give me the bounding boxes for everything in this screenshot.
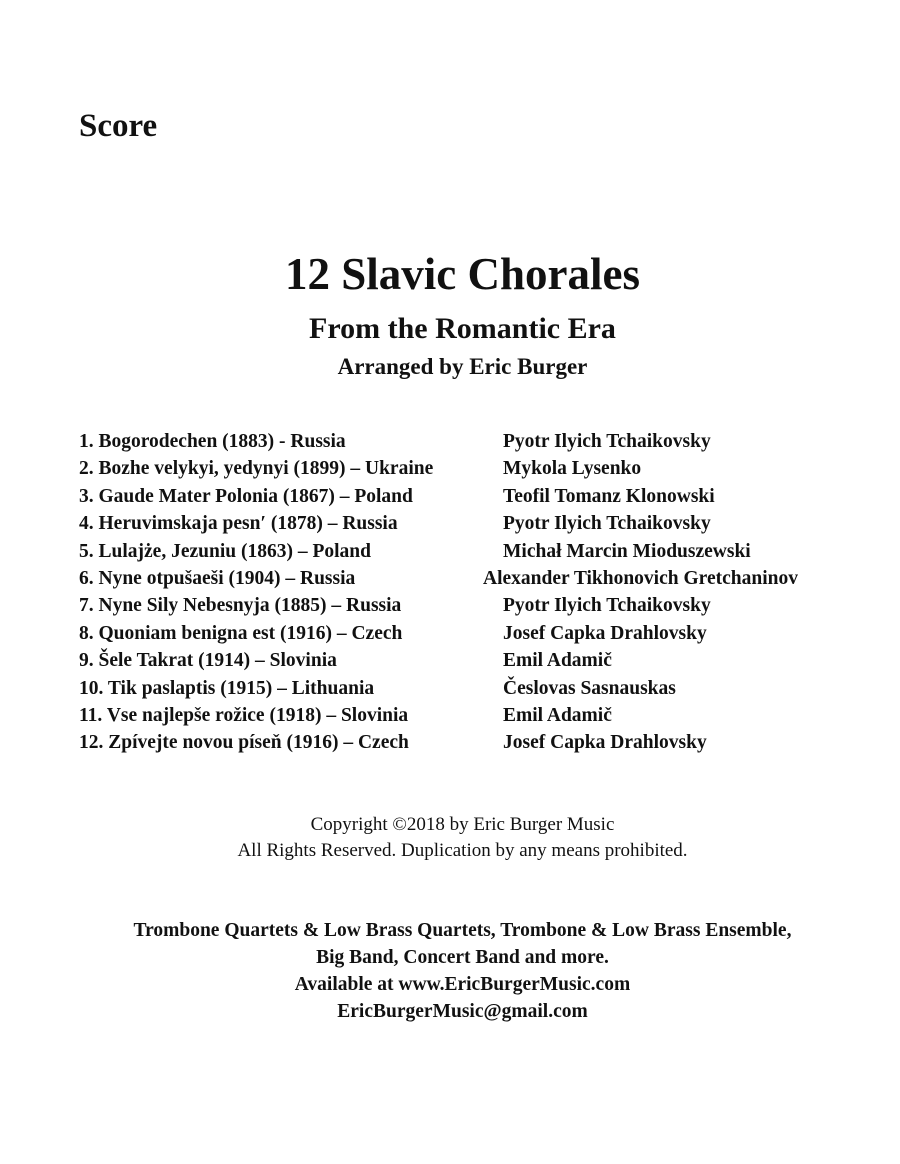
chorale-composer: Pyotr Ilyich Tchaikovsky	[503, 513, 711, 535]
chorale-item	[79, 675, 869, 702]
copyright-line: Copyright ©2018 by Eric Burger Music	[310, 814, 615, 835]
chorale-title: 10. Tik paslaptis (1915) – Lithuania	[79, 677, 375, 699]
chorale-item	[79, 510, 869, 537]
website-line: Available at www.EricBurgerMusic.com	[294, 974, 631, 995]
chorale-list	[79, 428, 869, 757]
chorale-title: 1. Bogorodechen (1883) - Russia	[79, 431, 346, 452]
page-title: 12 Slavic Chorales	[285, 249, 640, 299]
chorale-title: 7. Nyne Sily Nebesnyja (1885) – Russia	[79, 595, 402, 617]
rights-line: All Rights Reserved. Duplication by any means prohibited.	[237, 840, 688, 861]
score-label: Score	[79, 108, 158, 144]
chorale-title: 2. Bozhe velykyi, yedynyi (1899) – Ukraine	[79, 458, 434, 480]
chorale-item	[79, 729, 869, 756]
chorale-item	[79, 455, 869, 482]
chorale-item	[79, 538, 869, 565]
copyright-notice	[0, 812, 900, 864]
chorale-composer: Mykola Lysenko	[503, 458, 642, 480]
chorale-item	[79, 483, 869, 510]
chorale-composer: Josef Capka Drahlovsky	[503, 622, 707, 644]
chorale-title: 12. Zpívejte novou píseň (1916) – Czech	[79, 732, 409, 754]
page-subtitle: From the Romantic Era	[309, 312, 616, 345]
chorale-title: 6. Nyne otpušaeši (1904) – Russia	[79, 567, 356, 589]
chorale-composer: Emil Adamič	[503, 704, 612, 726]
chorale-title: 5. Lulajże, Jezuniu (1863) – Poland	[79, 540, 371, 562]
chorale-title: 8. Quoniam benigna est (1916) – Czech	[79, 622, 403, 644]
chorale-title: 3. Gaude Mater Polonia (1867) – Poland	[79, 485, 413, 507]
chorale-composer: Pyotr Ilyich Tchaikovsky	[503, 595, 711, 617]
chorale-item	[79, 620, 869, 647]
chorale-composer: Alexander Tikhonovich Gretchaninov	[483, 567, 798, 589]
chorale-composer: Emil Adamič	[503, 650, 612, 672]
chorale-item	[79, 592, 869, 619]
chorale-composer: Česlovas Sasnauskas	[503, 677, 676, 699]
email-line: EricBurgerMusic@gmail.com	[337, 1001, 588, 1022]
chorale-item	[79, 647, 869, 674]
chorale-item	[79, 565, 869, 592]
promo-line: Trombone Quartets & Low Brass Quartets, Trombone & Low Brass Ensemble,	[133, 920, 792, 941]
arranger-credit: Arranged by Eric Burger	[337, 354, 588, 379]
promo-line: Big Band, Concert Band and more.	[316, 947, 609, 968]
chorale-composer: Michał Marcin Mioduszewski	[503, 540, 751, 562]
chorale-composer: Josef Capka Drahlovsky	[503, 732, 707, 754]
chorale-composer: Pyotr Ilyich Tchaikovsky	[503, 431, 711, 452]
chorale-title: 4. Heruvimskaja pesn′ (1878) – Russia	[79, 513, 398, 535]
chorale-title: 9. Šele Takrat (1914) – Slovinia	[79, 650, 337, 672]
chorale-title: 11. Vse najlepše rožice (1918) – Slovinia	[79, 704, 409, 726]
chorale-item	[79, 702, 869, 729]
promo-block	[0, 917, 900, 1025]
chorale-composer: Teofil Tomanz Klonowski	[503, 485, 715, 507]
chorale-item	[79, 428, 869, 455]
